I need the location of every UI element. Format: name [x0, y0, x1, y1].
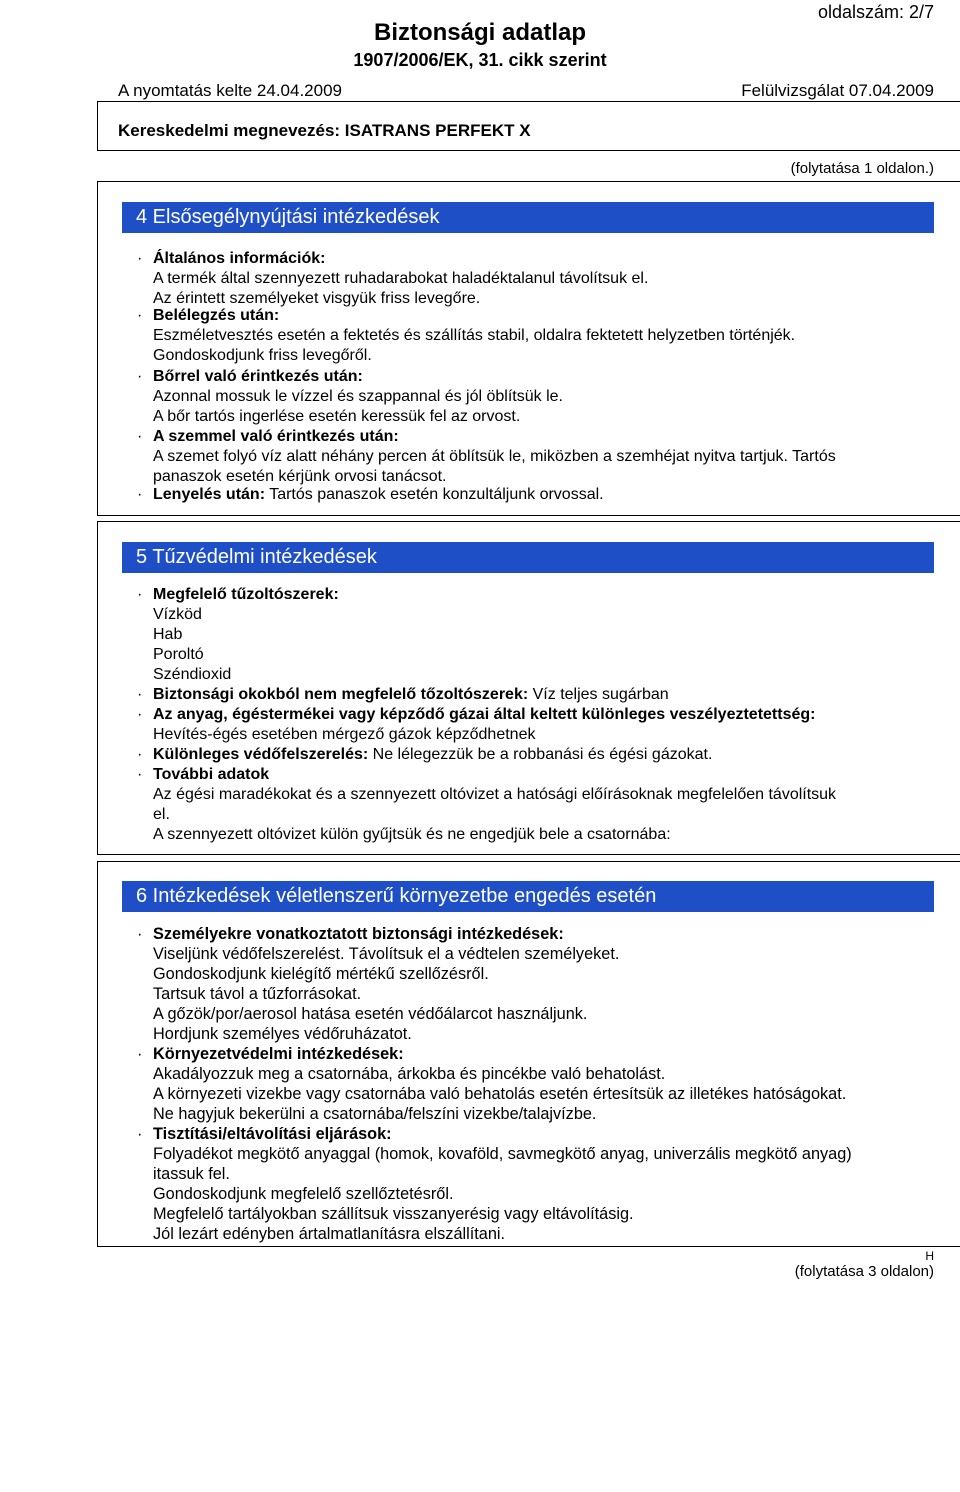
special-hazards-text: Hevítés-égés esetében mérgező gázok képződhetnek — [153, 726, 536, 743]
print-date: A nyomtatás kelte 24.04.2009 — [118, 81, 342, 100]
header-bottom-divider — [97, 150, 960, 151]
revision-date: Felülvizsgálat 07.04.2009 — [741, 81, 934, 100]
inhalation-line: Gondoskodjunk friss levegőről. — [153, 347, 372, 364]
ingestion-text: Tartós panaszok esetén konzultáljunk orvossal. — [269, 486, 604, 503]
cleanup-methods-label: Tisztítási/eltávolítási eljárások: — [153, 1125, 392, 1143]
personal-precautions-label: Személyekre vonatkoztatott biztonsági intézkedések: — [153, 925, 564, 943]
further-info-line: A szennyezett oltóvizet külön gyűjtsük és ne engedjük bele a csatornába: — [153, 826, 671, 843]
eye-contact-line: panaszok esetén kérjünk orvosi tanácsot. — [153, 468, 447, 485]
unsuitable-media-text: Víz teljes sugárban — [532, 686, 669, 703]
cleanup-methods-line: Jól lezárt edényben ártalmatlanításra elszállítani. — [153, 1225, 506, 1243]
country-marker: H — [925, 1249, 934, 1263]
environmental-precautions-label: Környezetvédelmi intézkedések: — [153, 1045, 404, 1063]
ingestion: · Lenyelés után: Tartós panaszok esetén konzultáljunk orvossal. — [137, 486, 604, 503]
skin-contact-line: Azonnal mossuk le vízzel és szappannal és jól öblítsük le. — [153, 388, 563, 405]
section-4-title: 4 Elsősegélynyújtási intézkedések — [122, 202, 934, 233]
document-title: Biztonsági adatlap — [373, 19, 587, 46]
header-left-border — [97, 101, 98, 151]
further-info-line: Az égési maradékokat és a szennyezett oltóvizet a hatósági előírásoknak megfelelően távolítsuk — [153, 786, 837, 803]
special-hazards: · Az anyag, égéstermékei vagy képződő gázai által keltett különleges veszélyeztetettség: Hevítés-égés esetében mérgező gázok képződhetnek — [137, 705, 937, 745]
protective-equipment: · Különleges védőfelszerelés: Ne lélegezzük be a robbanási és égési gázokat. — [137, 746, 713, 763]
extinguishing-media-item: Hab — [153, 626, 183, 643]
continued-from: (folytatása 1 oldalon.) — [790, 160, 934, 177]
personal-precautions-line: A gőzök/por/aerosol hatása esetén védőálarcot használjunk. — [153, 1005, 588, 1023]
extinguishing-media-item: Széndioxid — [153, 666, 232, 683]
skin-contact-line: A bőr tartós ingerlése esetén keressük fel az orvost. — [153, 408, 521, 425]
header-divider — [97, 101, 960, 102]
cleanup-methods-line: Folyadékot megkötő anyaggal (homok, kovaföld, savmegkötő anyag, univerzális megkötő anyag) — [153, 1145, 852, 1163]
personal-precautions-line: Gondoskodjunk kielégítő mértékű szellőzésről. — [153, 965, 489, 983]
extinguishing-media-label: Megfelelő tűzoltószerek: — [153, 586, 339, 603]
environmental-precautions-line: Ne hagyjuk bekerülni a csatornába/felszíni vizekbe/talajvízbe. — [153, 1105, 597, 1123]
continued-to: (folytatása 3 oldalon) — [794, 1263, 934, 1280]
cleanup-methods-line: Megfelelő tartályokban szállítsuk visszanyerésig vagy eltávolításig. — [153, 1205, 634, 1223]
general-info-line: Az érintett személyeket visgyük friss levegőre. — [153, 290, 481, 307]
personal-precautions-line: Hordjunk személyes védőruházatot. — [153, 1025, 412, 1043]
further-info: · További adatok Az égési maradékokat és a szennyezett oltóvizet a hatósági előírásoknak megfelelően távolítsuk el. A szennyezett oltóvizet külön gyűjtsük és ne engedjük bele a csatornába: — [137, 765, 937, 845]
cleanup-methods-line: itassuk fel. — [153, 1165, 230, 1183]
further-info-line: el. — [153, 806, 170, 823]
eye-contact-label: A szemmel való érintkezés után: — [153, 428, 399, 445]
skin-contact: · Bőrrel való érintkezés után: Azonnal mossuk le vízzel és szappannal és jól öblítsük le. A bőr tartós ingerlése esetén keressük fel az orvost. — [137, 367, 937, 427]
section-6-title: 6 Intézkedések véletlenszerű környezetbe engedés esetén — [122, 881, 934, 912]
eye-contact-line: A szemet folyó víz alatt néhány percen át öblítsük le, miközben a szemhéjat nyitva tartjuk. Tartós — [153, 448, 836, 465]
environmental-precautions-line: Akadályozzuk meg a csatornába, árkokba és pincékbe való behatolást. — [153, 1065, 666, 1083]
environmental-precautions-line: A környezeti vizekbe vagy csatornába való behatolás esetén értesítsük az illetékes hatóságokat. — [153, 1085, 847, 1103]
product-name: Kereskedelmi megnevezés: ISATRANS PERFEKT X — [118, 121, 531, 140]
protective-equipment-text: Ne lélegezzük be a robbanási és égési gázokat. — [372, 746, 713, 763]
eye-contact: · A szemmel való érintkezés után: A szemet folyó víz alatt néhány percen át öblítsük le, miközben a szemhéjat nyitva tartjuk. Tartós panaszok esetén kérjünk orvosi tanácsot. — [137, 427, 937, 487]
environmental-precautions: · Környezetvédelmi intézkedések: Akadályozzuk meg a csatornába, árkokba és pincékbe való behatolást. A környezeti vizekbe vagy csatornába való behatolás esetén értesítsük az illetékes hatóságokat. Ne hagyjuk bekerülni a csatornába/felszíni vizekbe/talajvízbe. — [137, 1044, 937, 1124]
further-info-label: További adatok — [153, 766, 270, 783]
document-subtitle: 1907/2006/EK, 31. cikk szerint — [353, 50, 607, 70]
page-number: oldalszám: 2/7 — [817, 2, 934, 22]
unsuitable-media: · Biztonsági okokból nem megfelelő tőzoltószerek: Víz teljes sugárban — [137, 686, 669, 703]
section-5-title: 5 Tűzvédelmi intézkedések — [122, 542, 934, 573]
extinguishing-media-item: Vízköd — [153, 606, 202, 623]
extinguishing-media-item: Poroltó — [153, 646, 204, 663]
unsuitable-media-label: Biztonsági okokból nem megfelelő tőzoltószerek: — [153, 686, 529, 703]
protective-equipment-label: Különleges védőfelszerelés: — [153, 746, 369, 763]
extinguishing-media: · Megfelelő tűzoltószerek: Vízköd Hab Poroltó Széndioxid — [137, 585, 937, 685]
inhalation-line: Eszméletvesztés esetén a fektetés és szállítás stabil, oldalra fektetett helyzetben történjék. — [153, 327, 796, 344]
personal-precautions-line: Viseljünk védőfelszerelést. Távolítsuk el a védtelen személyeket. — [153, 945, 620, 963]
general-info-line: A termék által szennyezett ruhadarabokat haladéktalanul távolítsuk el. — [153, 270, 649, 287]
personal-precautions-line: Tartsuk távol a tűzforrásokat. — [153, 985, 362, 1003]
general-info: · Általános információk: A termék által szennyezett ruhadarabokat haladéktalanul távolítsuk el. Az érintett személyeket visgyük friss levegőre. — [137, 249, 937, 309]
inhalation: · Belélegzés után: Eszméletvesztés esetén a fektetés és szállítás stabil, oldalra fektetett helyzetben történjék. Gondoskodjunk friss levegőről. — [137, 306, 937, 366]
cleanup-methods: · Tisztítási/eltávolítási eljárások: Folyadékot megkötő anyaggal (homok, kovaföld, savmegkötő anyag, univerzális megkötő anyag) itassuk fel. Gondoskodjunk megfelelő szellőztetésről. Megfelelő tartályokban szállítsuk visszanyerésig vagy eltávolításig. Jól lezárt edényben ártalmatlanításra elszállítani. — [137, 1124, 937, 1244]
inhalation-label: Belélegzés után: — [153, 307, 280, 324]
cleanup-methods-line: Gondoskodjunk megfelelő szellőztetésről. — [153, 1185, 454, 1203]
personal-precautions: · Személyekre vonatkoztatott biztonsági intézkedések: Viseljünk védőfelszerelést. Távolítsuk el a védtelen személyeket. Gondoskodjunk kielégítő mértékű szellőzésről. Tartsuk távol a tűzforrásokat. A gőzök/por/aerosol hatása esetén védőálarcot használjunk. Hordjunk személyes védőruházatot. — [137, 924, 937, 1044]
ingestion-label: Lenyelés után: — [153, 486, 266, 503]
special-hazards-label: Az anyag, égéstermékei vagy képződő gázai által keltett különleges veszélyeztetettség: — [153, 706, 816, 723]
skin-contact-label: Bőrrel való érintkezés után: — [153, 368, 363, 385]
general-info-label: Általános információk: — [153, 250, 326, 267]
